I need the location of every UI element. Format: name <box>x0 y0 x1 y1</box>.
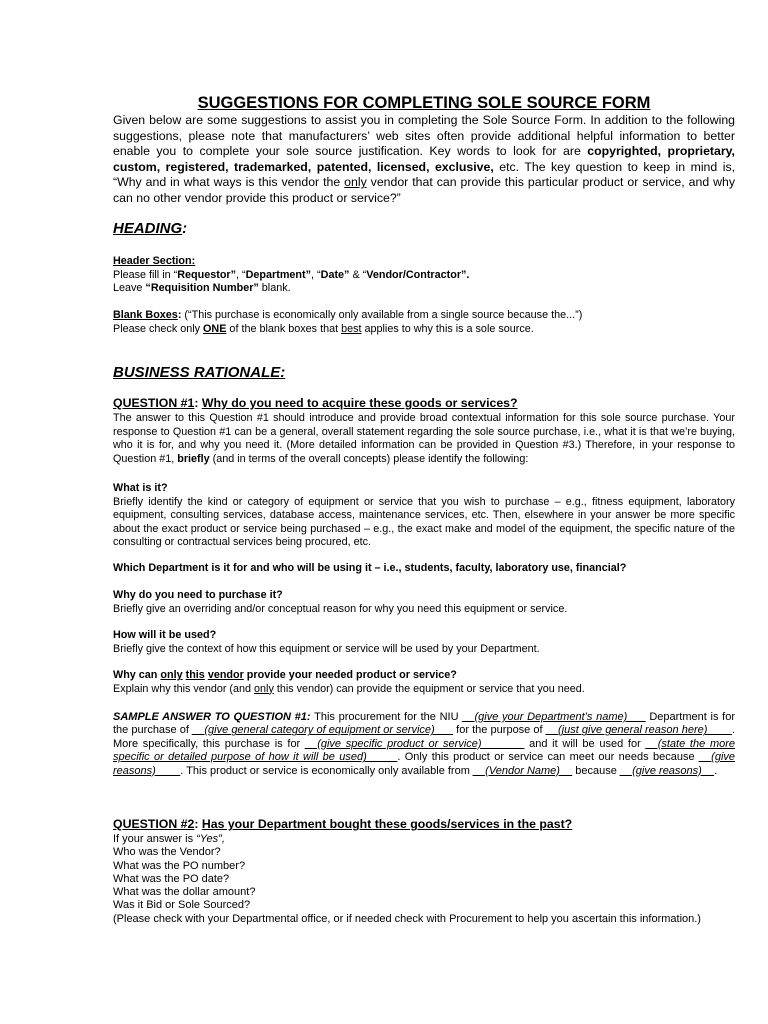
explain-text: this vendor) can provide the equipment or service that you need. <box>273 682 585 695</box>
how-used-text: Briefly give the context of how this equipment or service will be used by your Department. <box>113 642 540 655</box>
blank-detailed-purpose: __(state the more specific or detailed purpose of how it will be used)_____ <box>113 737 736 764</box>
date-term: Date” <box>320 268 350 281</box>
list-item: What was the dollar amount? <box>113 886 256 899</box>
question-2-list <box>113 833 701 926</box>
blank-general-reason: __(just give general reason here)____ <box>545 724 732 737</box>
question-2-text: Has your Department bought these goods/services in the past? <box>201 817 573 831</box>
yes-term: “Yes”, <box>196 833 225 845</box>
intro-paragraph <box>113 113 735 206</box>
header-fill-text: Please fill in “ <box>113 268 178 281</box>
only-term: only <box>254 682 274 695</box>
vendor-term: vendor <box>207 669 244 681</box>
blank-boxes-text: Please check only <box>113 322 204 335</box>
question-1-colon: : <box>194 396 202 410</box>
blank-general-category: __(give general category of equipment or service)___ <box>192 724 454 737</box>
question-1-intro <box>113 412 735 466</box>
intro-text-1: Given below are some suggestions to assist you in completing the Sole Source Form. In addition to the following suggestions, please note that manufacturers’ web sites often provide additional helpful information to better enable you to complete your sole source justification. Key words to look for are <box>113 113 735 158</box>
blank-reasons: __(give reasons)____ <box>113 751 735 777</box>
question-2-colon: : <box>194 817 202 831</box>
why-purchase-label: Why do you need to purchase it? <box>113 589 283 601</box>
explain-text: Explain why this vendor (and <box>113 682 255 695</box>
briefly-term: briefly <box>177 452 210 465</box>
blank-specific-product: __(give specific product or service)_______ <box>304 737 525 750</box>
question-1-text: Why do you need to acquire these goods or services? <box>201 396 518 410</box>
blank-reasons-2: __(give reasons)__ <box>619 764 715 777</box>
sample-text: and it will be used for <box>524 737 646 750</box>
blank-vendor-name: __(Vendor Name)__ <box>472 764 573 777</box>
blank-boxes-label: Blank Boxes <box>113 309 178 321</box>
header-section-label: Header Section: <box>113 255 196 267</box>
why-purchase-text: Briefly give an overriding and/or conceptual reason for why you need this equipment or service. <box>113 602 568 615</box>
list-item: (Please check with your Departmental office, or if needed check with Procurement to help you ascertain this information.) <box>113 912 701 925</box>
sample-text: Department is for the purchase of <box>113 711 736 737</box>
which-department-label: Which Department is it for and who will be using it – i.e., students, faculty, laboratory use, financial? <box>113 562 627 574</box>
separator: , “ <box>311 268 321 281</box>
question-1-heading <box>113 396 518 410</box>
sample-answer-label: SAMPLE ANSWER TO QUESTION #1: <box>113 711 311 723</box>
intro-only: only <box>344 175 367 189</box>
blank-boxes-colon: : <box>177 309 182 321</box>
leave-text: Leave <box>113 282 146 294</box>
sample-text: . This product or service is economically only available from <box>180 764 473 777</box>
how-used-label: How will it be used? <box>113 629 217 641</box>
only-term: only <box>160 669 183 681</box>
business-rationale-title: BUSINESS RATIONALE: <box>113 364 286 381</box>
blank-department-name: __(give your Department’s name)___ <box>462 711 646 723</box>
blank-text: blank. <box>258 282 291 294</box>
department-term: Department” <box>245 268 312 281</box>
blank-boxes-text: applies to why this is a sole source. <box>361 322 534 335</box>
question-1-label: QUESTION #1 <box>113 396 195 410</box>
separator: , “ <box>236 268 246 281</box>
page-title: SUGGESTIONS FOR COMPLETING SOLE SOURCE FORM <box>197 94 651 112</box>
what-is-it-text: Briefly identify the kind or category of equipment or service that you wish to purchase – e.g., fitness equipment, laboratory equipment, consulting services, database access, maintenance services, etc. Then, elsewhere in your answer be more specific about the exact product or service being purchased – e.g., the exact make and model of the equipment, the specific nature of the consulting or contractual services being procured, etc. <box>113 495 735 548</box>
why-vendor-block <box>113 669 735 696</box>
requisition-number-term: “Requisition Number” <box>145 282 259 294</box>
question-1-intro-text: The answer to this Question #1 should introduce and provide broad contextual information for this sole source purchase. Your response to Question #1 can be a general, overall statement regarding the sole source purchase, i.e., what it is that we’re buying, who it is for, and why you need it. (More detailed information can be provided in Question #3.) Therefore, in your response to Question #1, <box>113 412 735 465</box>
what-is-it-block <box>113 482 735 550</box>
list-item: If your answer is <box>113 833 197 845</box>
sample-text: for the purpose of <box>453 724 546 737</box>
sample-text: . Only this product or service can meet our needs because <box>397 751 699 764</box>
vendor-term: Vendor/Contractor”. <box>366 268 470 281</box>
heading-label: HEADING <box>113 220 183 237</box>
sample-text: because <box>572 764 620 777</box>
what-is-it-label: What is it? <box>113 482 168 494</box>
one-term: ONE <box>203 322 227 335</box>
sample-text: This procurement for the NIU <box>310 711 463 723</box>
separator: & “ <box>349 268 367 281</box>
sample-answer <box>113 711 735 778</box>
why-vendor-text: provide your needed product or service? <box>243 669 457 681</box>
sample-text: . <box>714 764 718 777</box>
requestor-term: Requestor” <box>177 268 237 281</box>
intro-keywords: copyrighted, proprietary, custom, registered, trademarked, patented, licensed, exclusive, <box>113 144 735 174</box>
list-item: Who was the Vendor? <box>113 846 221 859</box>
list-item: Was it Bid or Sole Sourced? <box>113 899 251 912</box>
question-1-intro-text: (and in terms of the overall concepts) please identify the following: <box>209 452 529 465</box>
blank-boxes-quote: (“This purchase is economically only available from a single source because the...”) <box>181 309 583 321</box>
header-section-block <box>113 255 735 296</box>
best-term: best <box>341 322 362 335</box>
heading-colon: : <box>182 220 188 237</box>
intro-text-3: vendor that can provide this particular product or service, and why can no other vendor provide this product or service?” <box>113 175 735 205</box>
question-2-heading <box>113 817 572 831</box>
question-2-label: QUESTION #2 <box>113 817 195 831</box>
heading-section-title <box>113 220 187 237</box>
blank-boxes-block <box>113 309 735 336</box>
how-used-block <box>113 629 735 656</box>
this-term: this <box>185 669 205 681</box>
intro-text-2: etc. The key question to keep in mind is, “Why and in what ways is this vendor the <box>113 159 736 189</box>
list-item: What was the PO date? <box>113 872 230 885</box>
why-purchase-block <box>113 589 735 616</box>
list-item: What was the PO number? <box>113 859 246 872</box>
why-vendor-text: Why can <box>113 669 161 681</box>
blank-boxes-text: of the blank boxes that <box>226 322 342 335</box>
sample-text: . More specifically, this purchase is for <box>113 724 735 750</box>
